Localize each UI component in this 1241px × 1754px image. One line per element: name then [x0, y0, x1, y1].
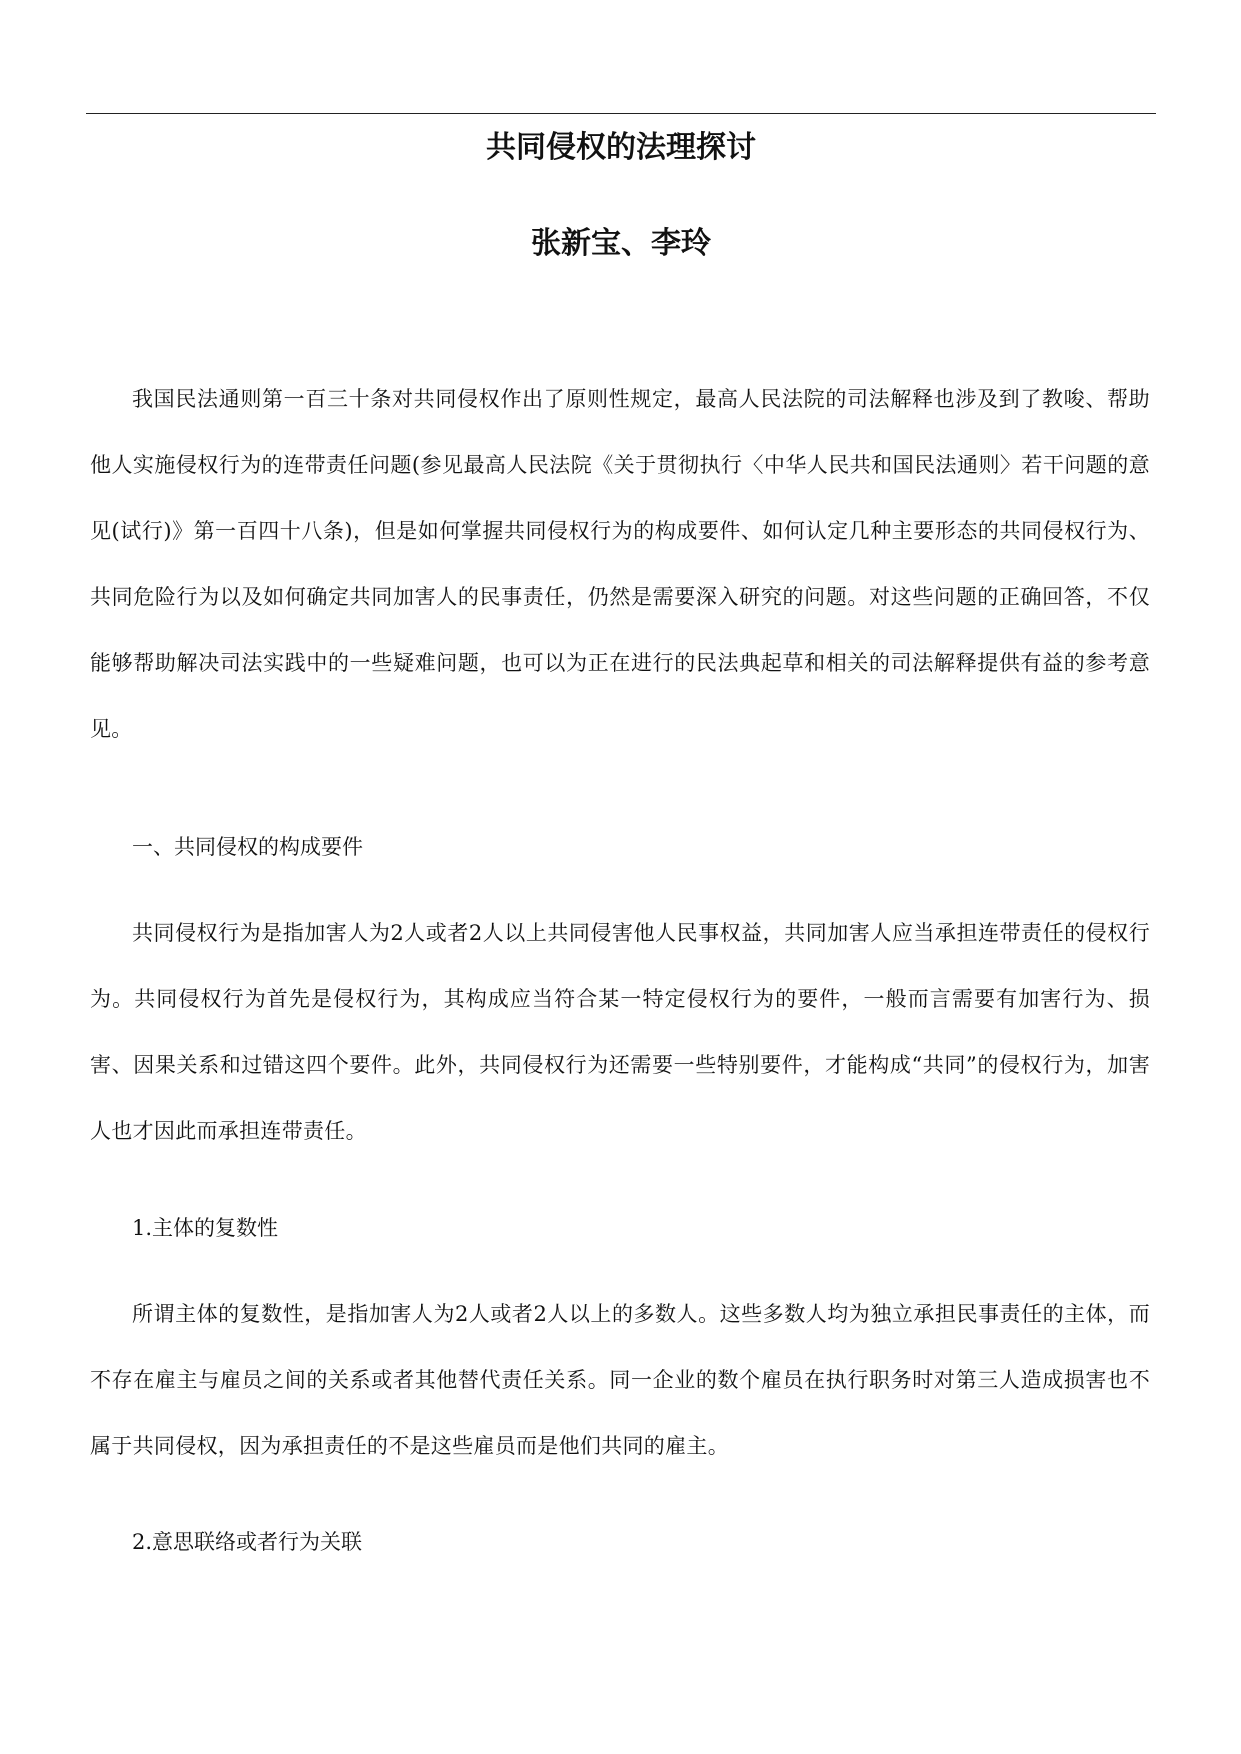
header-rule [86, 113, 1156, 114]
section-heading-1: 一、共同侵权的构成要件 [132, 835, 363, 859]
paragraph-intro: 我国民法通则第一百三十条对共同侵权作出了原则性规定，最高人民法院的司法解释也涉及到了教唆、帮助他人实施侵权行为的连带责任问题(参见最高人民法院《关于贯彻执行〈中华人民共和国民法通则〉若干问题的意见(试行)》第一百四十八条)，但是如何掌握共同侵权行为的构成要件、如何认定几种主要形态的共同侵权行为、共同危险行为以及如何确定共同加害人的民事责任，仍然是需要深入研究的问题。对这些问题的正确回答，不仅能够帮助解决司法实践中的一些疑难问题，也可以为正在进行的民法典起草和相关的司法解释提供有益的参考意见。 [90, 387, 1150, 741]
document-title: 共同侵权的法理探讨 [486, 130, 756, 165]
document-author: 张新宝、李玲 [531, 226, 711, 261]
paragraph-plurality: 所谓主体的复数性，是指加害人为2人或者2人以上的多数人。这些多数人均为独立承担民事责任的主体，而不存在雇主与雇员之间的关系或者其他替代责任关系。同一企业的数个雇员在执行职务时对第三人造成损害也不属于共同侵权，因为承担责任的不是这些雇员而是他们共同的雇主。 [90, 1302, 1150, 1458]
paragraph-definition: 共同侵权行为是指加害人为2人或者2人以上共同侵害他人民事权益，共同加害人应当承担连带责任的侵权行为。共同侵权行为首先是侵权行为，其构成应当符合某一特定侵权行为的要件，一般而言需要有加害行为、损害、因果关系和过错这四个要件。此外，共同侵权行为还需要一些特别要件，才能构成“共同”的侵权行为，加害人也才因此而承担连带责任。 [90, 921, 1150, 1143]
subsection-heading-1: 1.主体的复数性 [132, 1216, 279, 1240]
subsection-heading-2: 2.意思联络或者行为关联 [132, 1530, 363, 1554]
